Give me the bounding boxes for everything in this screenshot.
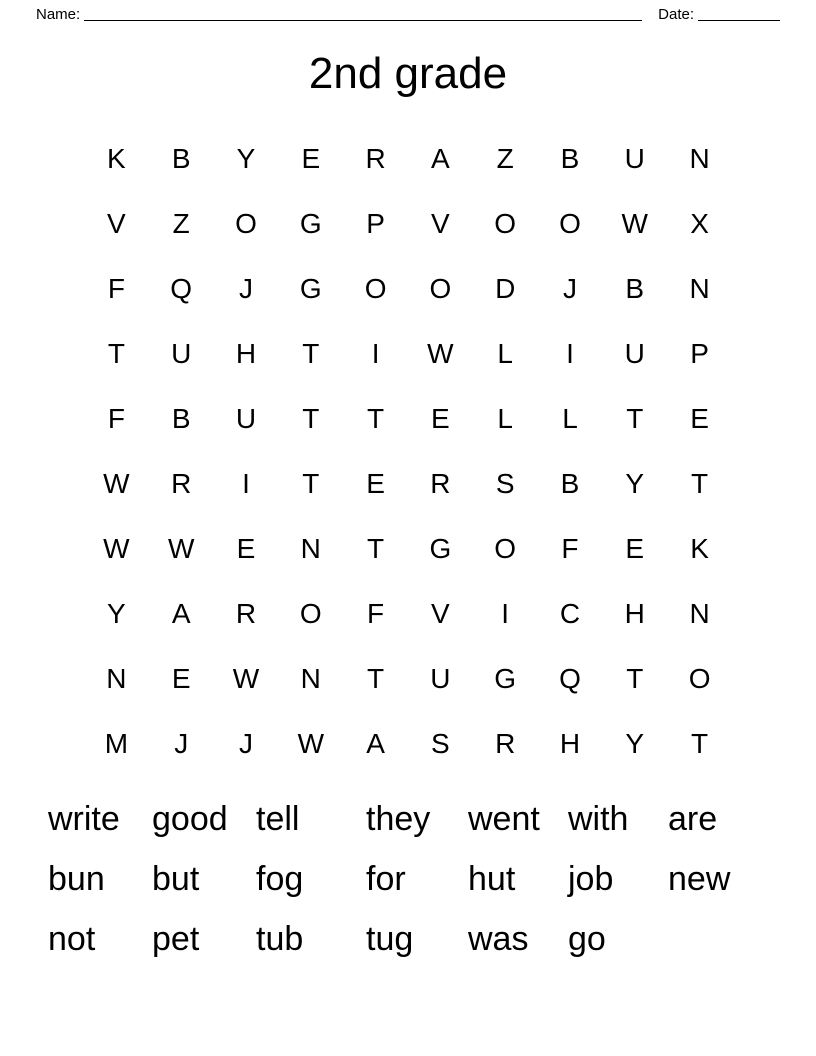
grid-row [84, 256, 732, 321]
header [0, 0, 816, 24]
grid-cell[interactable]: E [301, 142, 321, 174]
name-label: Name: [36, 6, 81, 23]
grid-cell[interactable]: O [364, 272, 387, 304]
word-bank-item[interactable]: go [568, 920, 606, 958]
grid-cell[interactable]: T [367, 532, 385, 564]
grid-cell[interactable]: E [431, 402, 450, 434]
grid-cell[interactable]: O [494, 207, 517, 239]
grid-cell[interactable]: O [429, 272, 452, 304]
word-bank-item[interactable]: tub [256, 920, 304, 958]
grid-cell[interactable]: A [171, 597, 191, 629]
grid-cell[interactable]: B [560, 142, 580, 174]
grid-cell[interactable]: N [300, 532, 321, 564]
grid-cell[interactable]: P [690, 337, 709, 369]
grid-cell[interactable]: O [559, 207, 581, 239]
grid-cell[interactable]: X [690, 207, 709, 239]
grid-cell[interactable]: S [495, 467, 515, 499]
word-bank-item[interactable]: tell [256, 800, 300, 838]
grid-cell[interactable]: O [299, 597, 322, 629]
word-search-grid[interactable] [84, 126, 732, 776]
grid-row [84, 711, 732, 776]
grid-cell[interactable]: H [235, 337, 257, 369]
grid-cell[interactable]: T [302, 402, 320, 434]
grid-cell[interactable]: U [624, 337, 645, 369]
word-bank-item[interactable]: tug [366, 920, 414, 958]
grid-cell[interactable]: Y [107, 597, 126, 629]
word-bank-item[interactable]: hut [468, 860, 516, 898]
grid-cell[interactable]: Q [559, 662, 581, 694]
grid-cell[interactable]: W [232, 662, 260, 694]
grid-cell[interactable]: E [690, 402, 709, 434]
word-bank-item[interactable]: but [152, 860, 200, 898]
grid-cell[interactable]: T [691, 727, 709, 759]
word-bank-item[interactable]: not [48, 920, 96, 958]
grid-cell[interactable]: G [429, 532, 452, 564]
word-bank-item[interactable]: good [152, 800, 228, 838]
grid-cell[interactable]: L [497, 337, 513, 369]
grid-cell[interactable]: Y [625, 727, 645, 759]
grid-cell[interactable]: C [559, 597, 581, 629]
grid-cell[interactable]: P [366, 207, 385, 239]
word-bank-item[interactable]: for [366, 860, 406, 898]
grid-cell[interactable]: Z [172, 207, 190, 239]
grid-cell[interactable]: T [302, 467, 320, 499]
grid-cell[interactable]: O [494, 532, 517, 564]
grid-cell[interactable]: B [560, 467, 580, 499]
word-bank-item[interactable]: job [568, 860, 614, 898]
grid-cell[interactable]: U [171, 337, 192, 369]
date-write-line[interactable] [698, 8, 780, 21]
grid-cell[interactable]: W [621, 207, 648, 239]
grid-cell[interactable]: E [171, 662, 191, 694]
grid-cell[interactable]: Q [170, 272, 193, 304]
word-bank-item[interactable]: they [366, 800, 431, 838]
word-bank-item[interactable]: was [468, 920, 529, 958]
grid-cell[interactable]: I [371, 337, 380, 369]
grid-cell[interactable]: Y [625, 467, 645, 499]
grid-cell[interactable]: W [427, 337, 454, 369]
grid-cell[interactable]: O [688, 662, 711, 694]
grid-cell[interactable]: W [167, 532, 195, 564]
grid-cell[interactable]: J [238, 272, 253, 304]
word-bank-item[interactable]: write [48, 800, 120, 838]
grid-cell[interactable]: R [365, 142, 386, 174]
grid-cell[interactable]: L [497, 402, 513, 434]
grid-cell[interactable]: T [626, 402, 644, 434]
grid-cell[interactable]: T [367, 402, 385, 434]
grid-row [84, 581, 732, 646]
word-bank-item[interactable]: fog [256, 860, 304, 898]
grid-cell[interactable]: V [431, 597, 450, 629]
grid-row [84, 516, 732, 581]
grid-cell[interactable]: Z [496, 142, 514, 174]
grid-cell[interactable]: I [501, 597, 510, 629]
grid-cell[interactable]: N [689, 597, 710, 629]
grid-cell[interactable]: R [171, 467, 192, 499]
word-bank-item[interactable]: new [668, 860, 731, 898]
grid-cell[interactable]: J [238, 727, 253, 759]
grid-cell[interactable]: V [431, 207, 450, 239]
grid-cell[interactable]: E [625, 532, 645, 564]
grid-cell[interactable]: F [561, 532, 579, 564]
grid-cell[interactable]: E [366, 467, 385, 499]
grid-cell[interactable]: G [299, 207, 322, 239]
grid-cell[interactable]: S [431, 727, 450, 759]
grid-cell[interactable]: W [103, 532, 130, 564]
name-write-line[interactable] [84, 8, 642, 21]
grid-cell[interactable]: L [562, 402, 578, 434]
grid-cell[interactable]: B [171, 142, 191, 174]
grid-cell[interactable]: O [235, 207, 257, 239]
grid-cell[interactable]: M [104, 727, 129, 759]
grid-cell[interactable]: R [430, 467, 451, 499]
grid-cell[interactable]: U [430, 662, 451, 694]
grid-cell[interactable]: F [107, 272, 125, 304]
grid-row [84, 386, 732, 451]
grid-cell[interactable]: I [242, 467, 250, 499]
word-bank-item[interactable]: went [468, 800, 540, 838]
grid-cell[interactable]: H [559, 727, 581, 759]
grid-row [84, 126, 732, 191]
grid-cell[interactable]: G [494, 662, 517, 694]
grid-cell[interactable]: K [107, 142, 126, 174]
grid-cell[interactable]: D [495, 272, 516, 304]
grid-row [84, 191, 732, 256]
grid-cell[interactable]: V [107, 207, 126, 239]
grid-row [84, 646, 732, 711]
grid-cell[interactable]: N [300, 662, 321, 694]
word-bank-item[interactable]: are [668, 800, 718, 838]
date-label: Date: [658, 6, 694, 23]
grid-cell[interactable]: J [562, 272, 577, 304]
grid-cell[interactable]: N [106, 662, 127, 694]
grid-cell[interactable]: T [302, 337, 320, 369]
word-bank-row [48, 790, 780, 848]
word-bank-row [48, 850, 780, 908]
grid-cell[interactable]: N [689, 142, 710, 174]
grid-cell[interactable]: T [367, 662, 385, 694]
word-bank-item[interactable]: with [568, 800, 629, 838]
grid-cell[interactable]: U [235, 402, 257, 434]
grid-cell[interactable]: T [107, 337, 125, 369]
word-bank-item[interactable]: pet [152, 920, 200, 958]
grid-cell[interactable]: H [624, 597, 645, 629]
grid-cell[interactable]: W [297, 727, 324, 759]
grid-row [84, 321, 732, 386]
grid-cell[interactable]: W [103, 467, 130, 499]
grid-row [84, 451, 732, 516]
grid-cell[interactable]: T [626, 662, 644, 694]
page-title: 2nd grade [308, 49, 508, 98]
grid-cell[interactable]: T [691, 467, 709, 499]
grid-cell[interactable]: U [624, 142, 645, 174]
grid-cell[interactable]: E [236, 532, 256, 564]
grid-cell[interactable]: R [495, 727, 516, 759]
grid-cell[interactable]: R [235, 597, 257, 629]
grid-cell[interactable]: A [431, 142, 450, 174]
grid-cell[interactable]: F [367, 597, 385, 629]
grid-cell[interactable]: G [299, 272, 322, 304]
word-bank [36, 790, 780, 968]
word-bank-item[interactable]: bun [48, 860, 105, 898]
grid-cell[interactable]: N [689, 272, 710, 304]
grid-cell[interactable]: B [171, 402, 191, 434]
grid-cell[interactable]: I [566, 337, 574, 369]
grid-cell[interactable]: B [625, 272, 645, 304]
grid-cell[interactable]: Y [236, 142, 256, 174]
grid-cell[interactable]: F [107, 402, 125, 434]
word-bank-row [48, 910, 780, 968]
grid-cell[interactable]: K [690, 532, 709, 564]
grid-cell[interactable]: A [366, 727, 385, 759]
grid-cell[interactable]: J [174, 727, 189, 759]
